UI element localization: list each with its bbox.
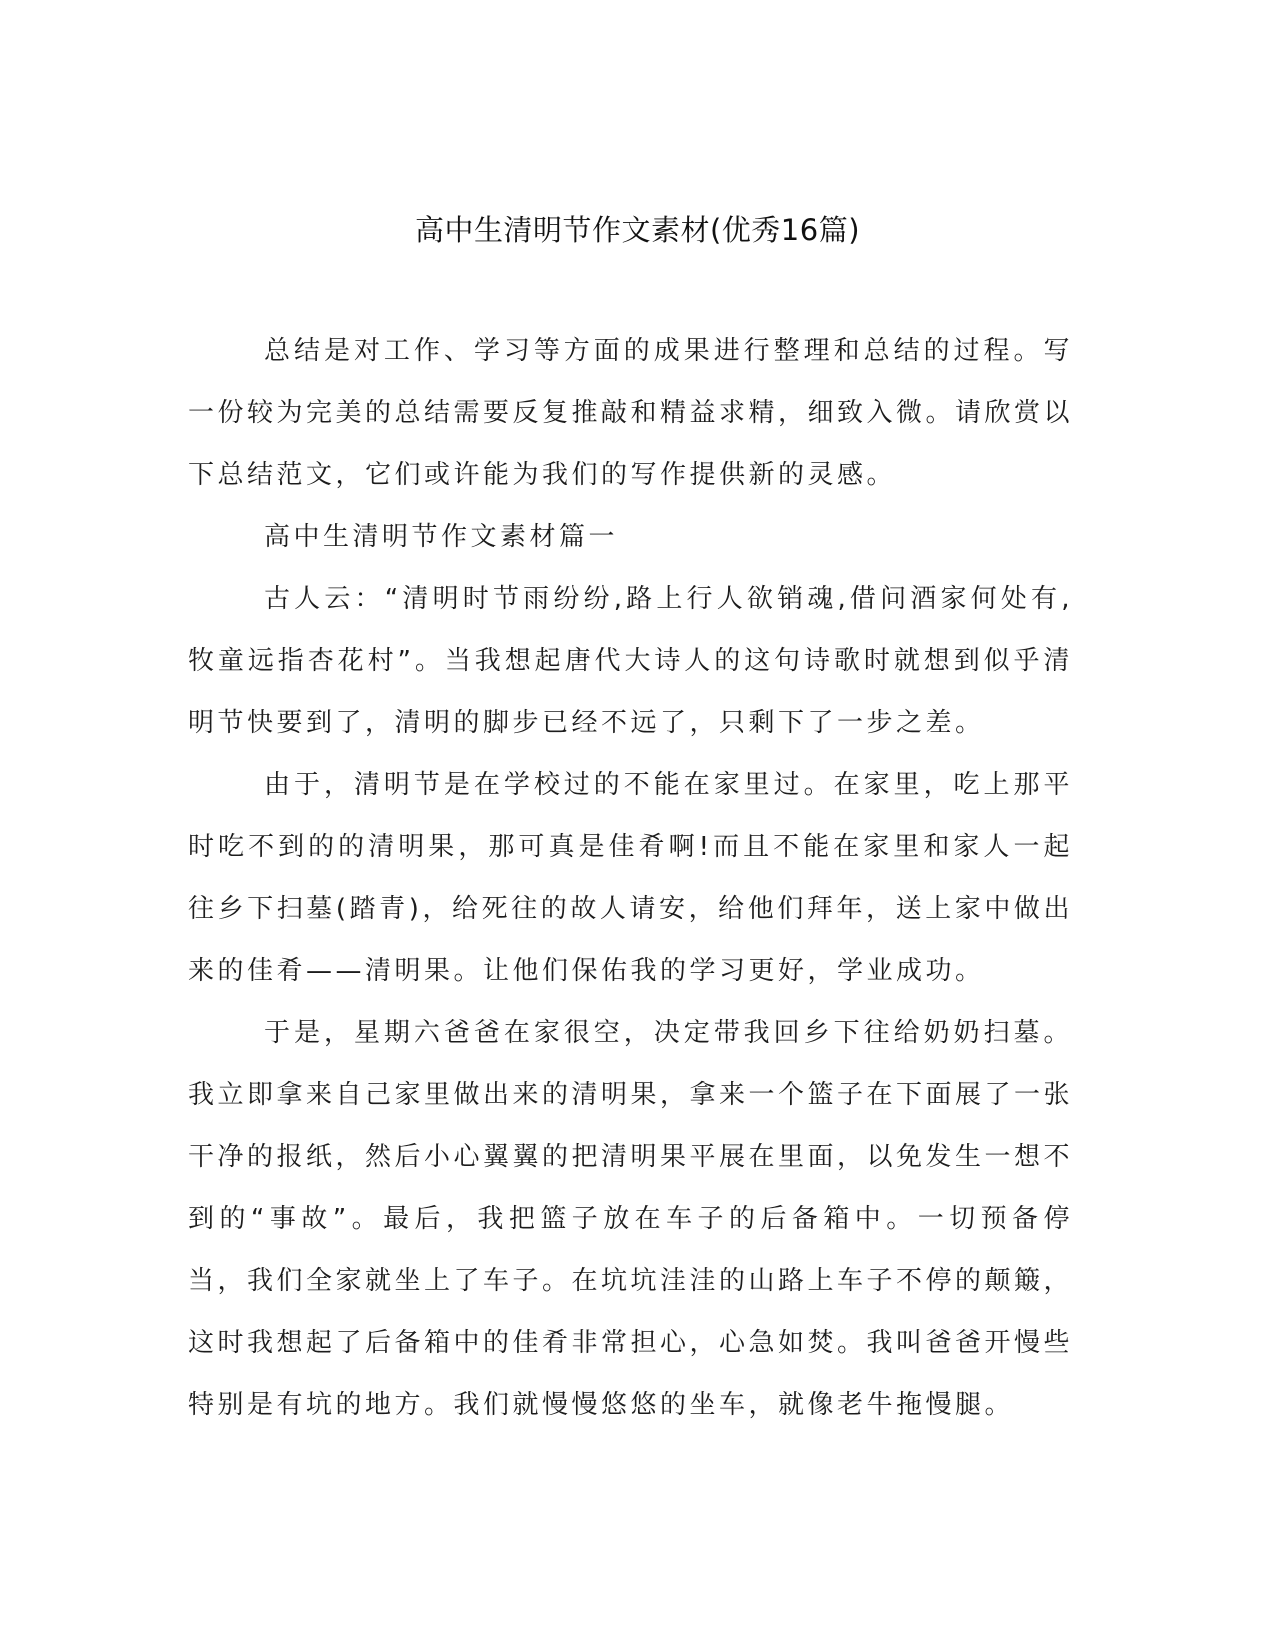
body-paragraph: 于是，星期六爸爸在家很空，决定带我回乡下往给奶奶扫墓。我立即拿来自己家里做出来的清明果，拿来一个篮子在下面展了一张干净的报纸，然后小心翼翼的把清明果平展在里面，以免发生一想不到的“事故”。最后，我把篮子放在车子的后备箱中。一切预备停当，我们全家就坐上了车子。在坑坑洼洼的山路上车子不停的颠簸，这时我想起了后备箱中的佳肴非常担心，心急如焚。我叫爸爸开慢些特别是有坑的地方。我们就慢慢悠悠的坐车，就像老牛拖慢腿。 xyxy=(188,1018,1074,1420)
body-paragraph: 由于，清明节是在学校过的不能在家里过。在家里，吃上那平时吃不到的的清明果，那可真是佳肴啊!而且不能在家里和家人一起往乡下扫墓(踏青)，给死往的故人请安，给他们拜年，送上家中做出来的佳肴——清明果。让他们保佑我的学习更好，学业成功。 xyxy=(188,770,1073,986)
body-paragraph: 古人云：“清明时节雨纷纷,路上行人欲销魂,借问酒家何处有,牧童远指杏花村”。当我想起唐代大诗人的这句诗歌时就想到似乎清明节快要到了，清明的脚步已经不远了，只剩下了一步之差。 xyxy=(188,584,1073,738)
document-body xyxy=(188,320,1073,1436)
intro-paragraph: 总结是对工作、学习等方面的成果进行整理和总结的过程。写一份较为完美的总结需要反复推敲和精益求精，细致入微。请欣赏以下总结范文，它们或许能为我们的写作提供新的灵感。 xyxy=(188,336,1074,490)
document-title: 高中生清明节作文素材(优秀16篇) xyxy=(414,213,861,247)
section-heading: 高中生清明节作文素材篇一 xyxy=(264,522,619,552)
